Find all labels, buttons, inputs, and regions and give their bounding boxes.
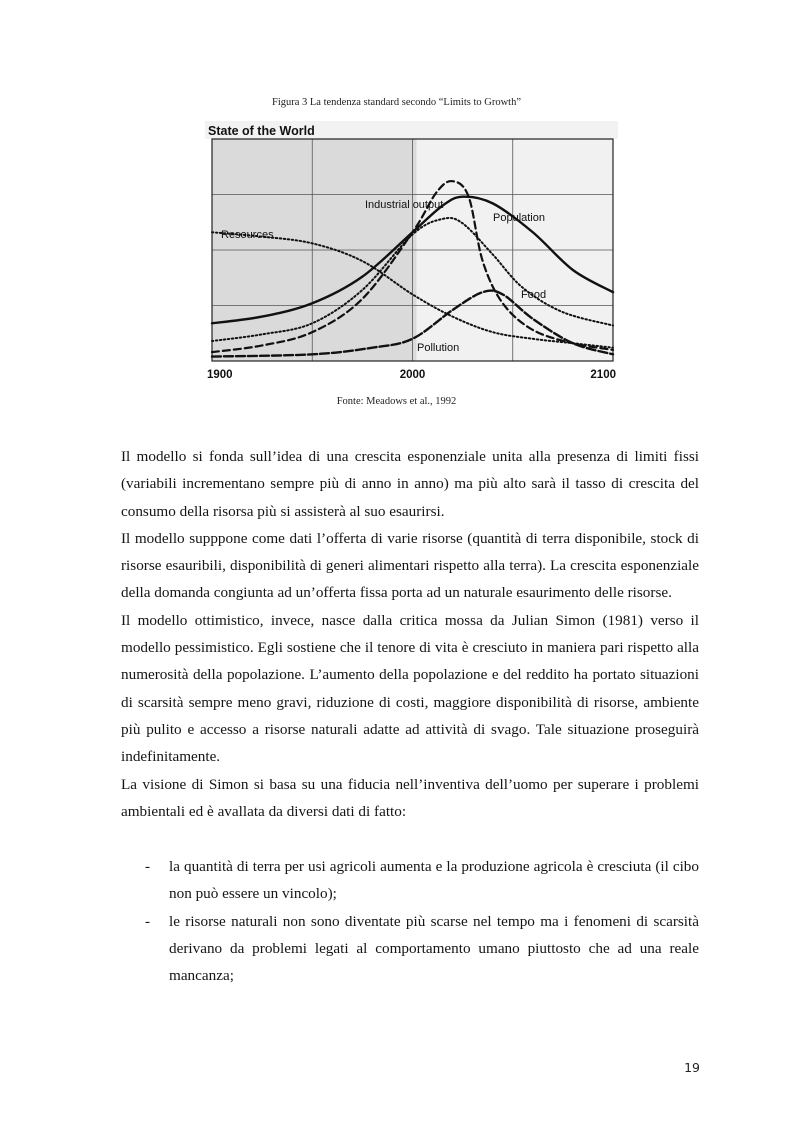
paragraph-4: La visione di Simon si basa su una fiducia nell’inventiva dell’uomo per superare i problemi ambientali ed è avallata da diversi dati di fatto:	[121, 775, 699, 820]
x-tick-label: 2000	[399, 369, 426, 381]
bullet-list	[121, 853, 699, 989]
bullet-dash: -	[145, 858, 151, 875]
list-item	[121, 908, 699, 990]
figure-source: Fonte: Meadows et al., 1992	[336, 396, 457, 407]
limits-to-growth-chart	[205, 121, 618, 386]
x-tick-label: 1900	[207, 369, 233, 381]
figure-caption: Figura 3 La tendenza standard secondo “Limits to Growth”	[271, 97, 521, 108]
list-item	[121, 853, 699, 908]
label-food: Food	[521, 289, 547, 301]
label-resources: Resources	[221, 229, 274, 241]
x-tick-label: 2100	[590, 369, 616, 381]
paragraph-1: Il modello si fonda sull’idea di una crescita esponenziale unita alla presenza di limiti fissi (variabili incrementano sempre più di anno in anno) ma più alto sarà il tasso di crescita del consumo della risorsa più si assisterà al suo esaurirsi.	[121, 448, 699, 520]
paragraph-3: Il modello ottimistico, invece, nasce dalla critica mossa da Julian Simon (1981) verso il modello pessimistico. Egli sostiene che il tenore di vita è cresciuto in maniera pari rispetto alla numerosità della popolazione. L’aumento della popolazione e del reddito ha portato situazioni di scarsità sempre meno gravi, riduzione di costi, maggiore disponibilità di risorse, ambiente più pulito e accesso a risorse naturali adatte ad attività di svago. Tale situazione proseguirà indefinitamente.	[121, 611, 699, 766]
chart-title: State of the World	[208, 124, 315, 138]
label-pollution: Pollution	[417, 342, 460, 354]
bullet-text: le risorse naturali non sono diventate più scarse nel tempo ma i fenomeni di scarsità derivano da problemi legati al comportamento umano piuttosto che ad una reale mancanza;	[169, 912, 699, 985]
label-population: Population	[493, 212, 545, 224]
body-text	[121, 443, 699, 825]
bullet-dash: -	[145, 912, 151, 930]
paragraph-2: Il modello supppone come dati l’offerta di varie risorse (quantità di terra disponibile, stock di risorse esauribili, disponibilità di generi alimentari rispetto alla terra). La crescita esponenziale della domanda congiunta ad un’offerta fissa porta ad un naturale esaurimento delle risorse.	[121, 529, 699, 602]
chart-svg	[205, 121, 618, 386]
label-industrial-output: Industrial output	[365, 199, 444, 211]
bullet-text: la quantità di terra per usi agricoli aumenta e la produzione agricola è cresciuta (il cibo non può essere un vincolo);	[169, 858, 699, 903]
page-number: 19	[684, 1060, 700, 1075]
